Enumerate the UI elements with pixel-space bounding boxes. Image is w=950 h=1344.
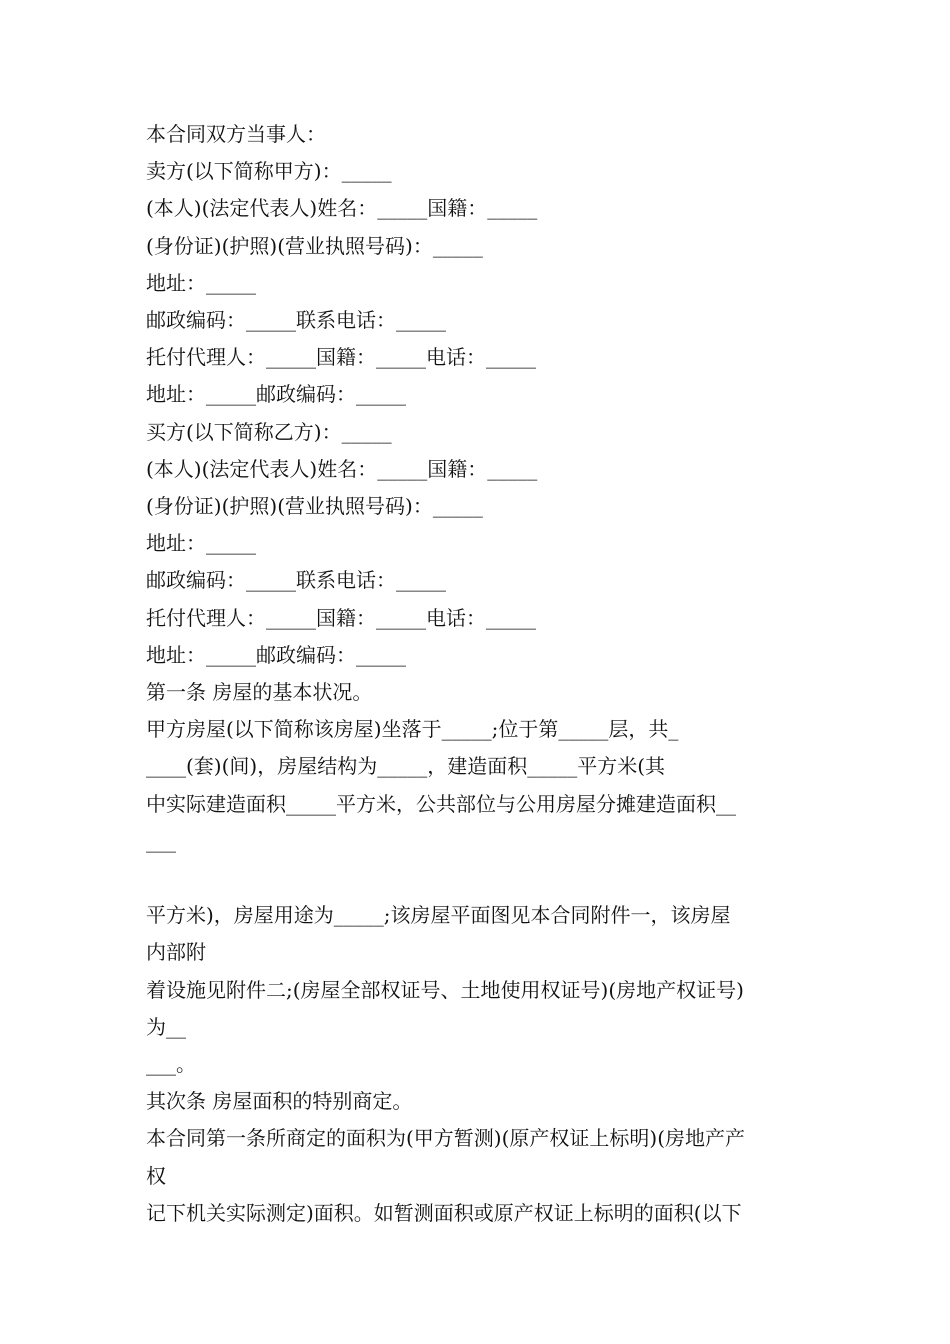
text-line: 托付代理人：_____国籍：_____电话：_____ (146, 605, 536, 630)
text-line: 本合同双方当事人： (146, 122, 326, 146)
blank-line (146, 860, 816, 897)
text-line: (本人)(法定代表人)姓名：_____国籍：_____ (146, 456, 538, 481)
text-line: 买方(以下简称乙方)：_____ (146, 419, 392, 444)
text-line: 记下机关实际测定)面积。如暂测面积或原产权证上标明的面积(以下 (146, 1200, 742, 1225)
contract-body (146, 116, 816, 1232)
text-line: (身份证)(护照)(营业执照号码)：_____ (146, 233, 483, 258)
text-line: 着设施见附件二;(房屋全部权证号、土地使用权证号)(房地产权证号) (146, 977, 744, 1002)
text-line: 本合同第一条所商定的面积为(甲方暂测)(原产权证上标明)(房地产产 (146, 1126, 746, 1151)
section-heading: 其次条 房屋面积的特别商定。 (146, 1089, 413, 1114)
text-line: 平方米)，房屋用途为_____;该房屋平面图见本合同附件一，该房屋 (146, 903, 731, 928)
text-line: 为__ (146, 1014, 186, 1039)
section-heading: 第一条 房屋的基本状况。 (146, 680, 373, 705)
text-line: 内部附 (146, 940, 206, 965)
text-line: 权 (146, 1163, 166, 1188)
text-line: 邮政编码：_____联系电话：_____ (146, 568, 446, 593)
text-line: 地址：_____ (146, 270, 256, 295)
text-line: ___ (146, 828, 176, 853)
text-line: 甲方房屋(以下简称该房屋)坐落于_____;位于第_____层，共_ (146, 717, 679, 742)
text-line: (本人)(法定代表人)姓名：_____国籍：_____ (146, 196, 538, 221)
text-line: 地址：_____邮政编码：_____ (146, 642, 406, 667)
text-line: 邮政编码：_____联系电话：_____ (146, 308, 446, 333)
text-line: 托付代理人：_____国籍：_____电话：_____ (146, 345, 536, 370)
text-line: (身份证)(护照)(营业执照号码)：_____ (146, 494, 483, 519)
text-line: 中实际建造面积_____平方米，公共部位与公用房屋分摊建造面积__ (146, 791, 736, 816)
text-line: ___。 (146, 1052, 196, 1077)
text-line: 地址：_____邮政编码：_____ (146, 382, 406, 407)
text-line: 卖方(以下简称甲方)：_____ (146, 159, 392, 184)
text-line: ____(套)(间)，房屋结构为_____，建造面积_____平方米(其 (146, 754, 666, 779)
text-line: 地址：_____ (146, 531, 256, 556)
